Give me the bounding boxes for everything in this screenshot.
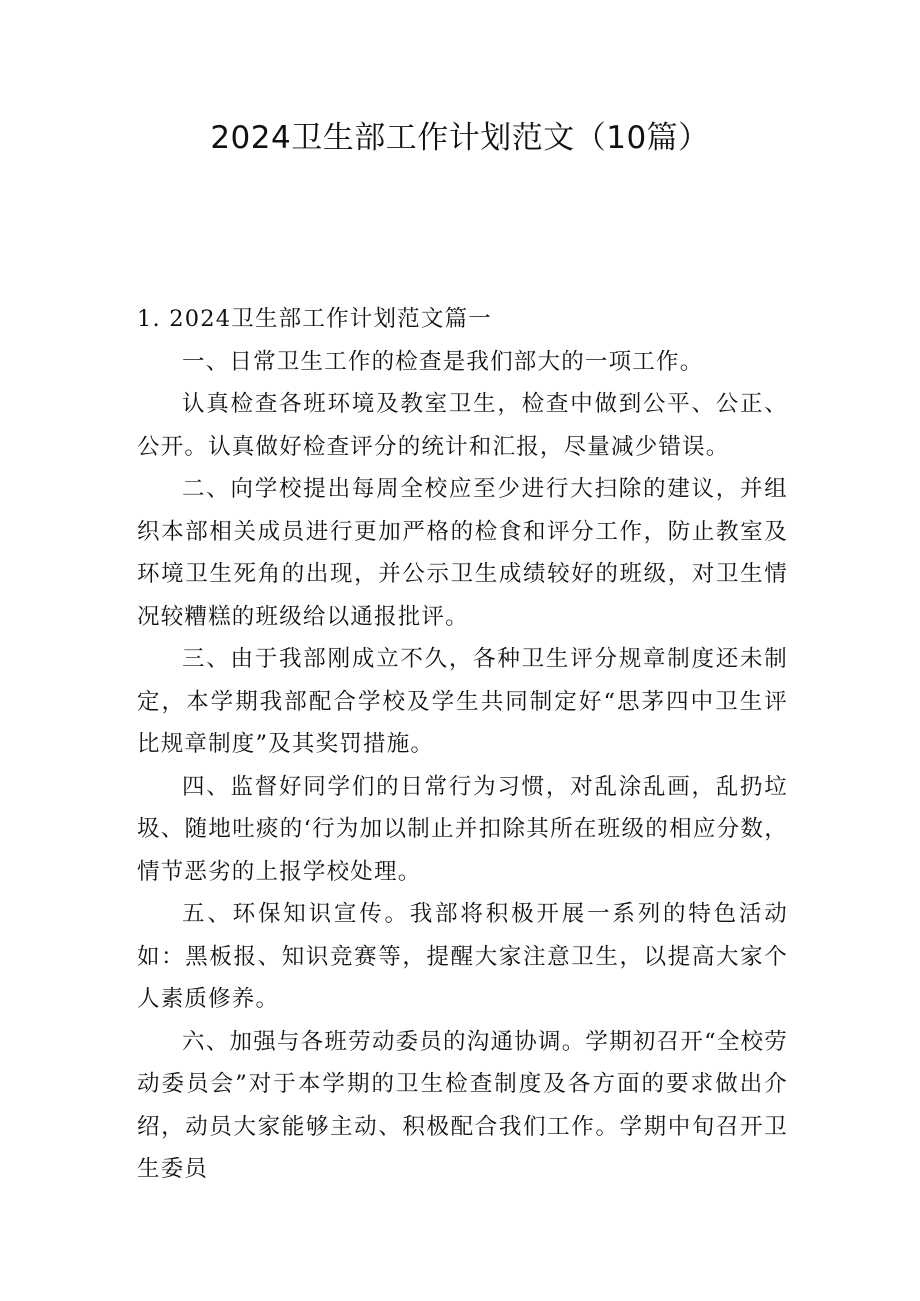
section-heading: 1. 2024卫生部工作计划范文篇一 [137, 306, 492, 332]
paragraph-weekly-cleaning: 二、向学校提出每周全校应至少进行大扫除的建议，并组织本部相关成员进行更加严格的检食和评分工作，防止教室及环境卫生死角的出现，并公示卫生成绩较好的班级，对卫生情况较糟糕的班级给以通报批评。 [137, 476, 788, 630]
paragraph-behavior-supervision: 四、监督好同学们的日常行为习惯，对乱涂乱画，乱扔垃圾、随地吐痰的‘行为加以制止并扣除其所在班级的相应分数，情节恶劣的上报学校处理。 [137, 773, 788, 885]
paragraph-inspection-details: 认真检查各班环境及教室卫生，检查中做到公平、公正、公开。认真做好检查评分的统计和汇报，尽量减少错误。 [137, 391, 788, 460]
paragraph-environmental-publicity: 五、环保知识宣传。我部将积极开展一系列的特色活动如：黑板报、知识竞赛等，提醒大家注意卫生，以提高大家个人素质修养。 [137, 901, 788, 1012]
paragraph-labor-committee: 六、加强与各班劳动委员的沟通协调。学期初召开“全校劳动委员会”对于本学期的卫生检查制度及各方面的要求做出介绍，动员大家能够主动、积极配合我们工作。学期中旬召开卫生委员 [137, 1028, 788, 1182]
paragraph-rules-formulation: 三、由于我部刚成立不久，各种卫生评分规章制度还未制定，本学期我部配合学校及学生共同制定好“思茅四中卫生评比规章制度”及其奖罚措施。 [137, 646, 788, 757]
paragraph-daily-inspection: 一、日常卫生工作的检查是我们部大的一项工作。 [182, 348, 704, 375]
document-body [137, 298, 788, 1191]
document-title: 2024卫生部工作计划范文（10篇） [210, 120, 710, 156]
